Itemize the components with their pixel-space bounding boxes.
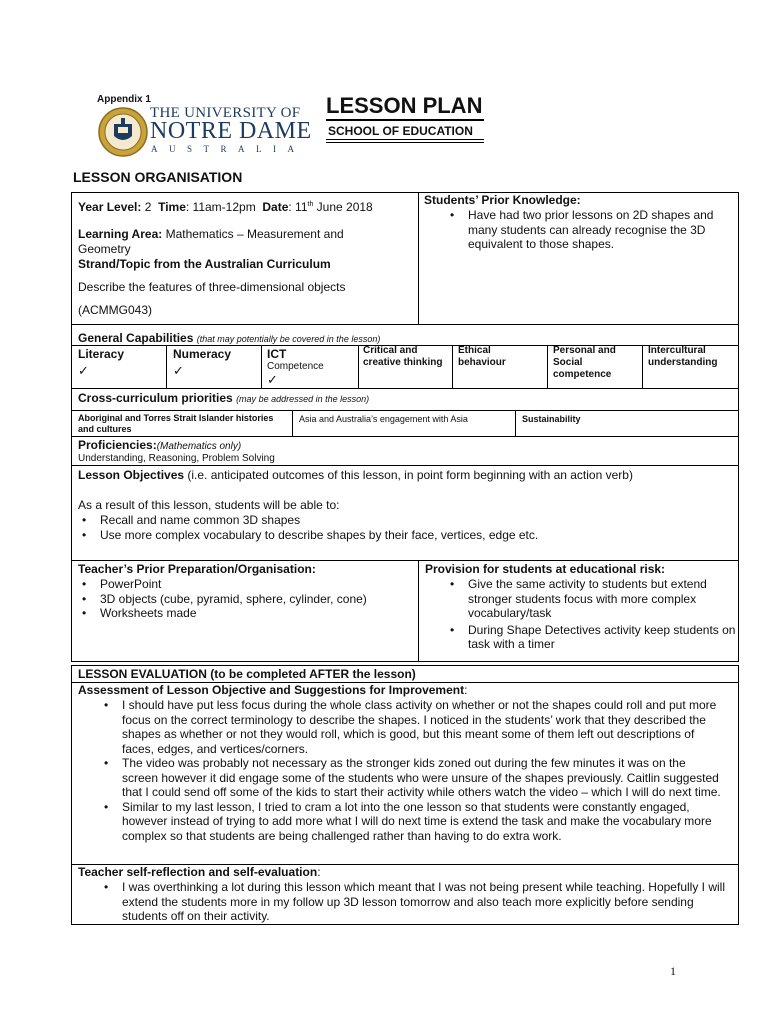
- capability-literacy: Literacy: [78, 347, 125, 361]
- capability-ict: ICT: [267, 347, 287, 361]
- row-divider: [71, 388, 739, 389]
- reflection-heading: [78, 865, 321, 879]
- page-subtitle: SCHOOL OF EDUCATION: [328, 124, 473, 138]
- capability-ethical: Ethical behaviour: [458, 345, 506, 368]
- objectives-heading: [78, 468, 633, 482]
- col-divider: [515, 410, 516, 436]
- assessment-heading: [78, 683, 467, 697]
- list-item: • Give the same activity to students but extend stronger students focus with more complex vocabulary/task: [446, 577, 736, 621]
- proficiencies-heading: [78, 438, 241, 453]
- assessment-label: Assessment of Lesson Objective and Suggestions for Improvement: [78, 683, 465, 697]
- cross-curriculum-heading: [78, 391, 369, 405]
- list-item: • I was overthinking a lot during this lesson which meant that I was not being present while teaching. Hopefully I will extend the students more in my follow up 3D lesson tomorrow and also teach more explicitly before sending students off on their activity.: [100, 880, 730, 924]
- col-divider: [642, 345, 643, 388]
- row-divider: [71, 436, 739, 437]
- list-item: • During Shape Detectives activity keep students on task with a timer: [446, 623, 736, 652]
- provision-list: [446, 577, 736, 652]
- cross-item-aboriginal: Aboriginal and Torres Strait Islander histories and cultures: [78, 413, 274, 434]
- col-divider: [418, 560, 419, 662]
- appendix-label: Appendix 1: [97, 94, 151, 105]
- learning-area: [78, 227, 344, 241]
- list-item: • The video was probably not necessary as the stronger kids zoned out during the few minutes it was on the screen however it did engage some of the students who were unsure of the shapes previously. Caitlin suggested that I could send off some of the kids to start their activity while others watch the video – which I will do next time.: [100, 756, 722, 800]
- reflection-label: Teacher self-reflection and self-evaluation: [78, 865, 318, 879]
- lesson-organisation-heading: LESSON ORGANISATION: [73, 169, 243, 185]
- objectives-note: (i.e. anticipated outcomes of this lesson, in point form beginning with an action verb): [184, 468, 633, 482]
- university-name-line3: AUSTRALIA: [151, 144, 306, 154]
- ict-sub: Competence: [267, 361, 324, 372]
- list-item: • Use more complex vocabulary to describe shapes by their face, vertices, edge etc.: [78, 528, 733, 543]
- capability-intercultural: Intercultural understanding: [648, 345, 718, 368]
- capability-personal: Personal and Social competence: [553, 345, 616, 380]
- year-time-date: [78, 198, 373, 214]
- objectives-list: [78, 513, 733, 542]
- list-item: • PowerPoint: [78, 577, 413, 592]
- subtitle-underline-double: [326, 142, 484, 143]
- list-item: • Worksheets made: [78, 606, 413, 621]
- col-divider: [166, 345, 167, 388]
- year-level-label: Year Level:: [78, 200, 142, 214]
- cross-curriculum-label: Cross-curriculum priorities: [78, 391, 233, 405]
- list-item: • Have had two prior lessons on 2D shapes and many students can already recognise the 3D equivalent to those shapes.: [446, 208, 736, 252]
- preparation-list: [78, 577, 413, 621]
- time-label: Time: [158, 200, 186, 214]
- list-item: • Similar to my last lesson, I tried to cram a lot into the one lesson so that students were constantly engaged, however instead of trying to add more what I will do next time is extend the task and make the vocabulary more complex so that students are being challenged rather than having to do extra work.: [100, 800, 722, 844]
- row-divider: [71, 465, 739, 466]
- objectives-intro: As a result of this lesson, students will be able to:: [78, 498, 340, 512]
- provision-label: Provision for students at educational risk:: [425, 562, 666, 576]
- strand-code: (ACMMG043): [78, 303, 153, 317]
- capabilities-note: (that may potentially be covered in the lesson): [196, 334, 381, 344]
- learning-area-cont: Geometry: [78, 242, 131, 256]
- proficiencies-note: (Mathematics only): [156, 441, 242, 452]
- strand-label: Strand/Topic from the Australian Curriculum: [78, 257, 331, 271]
- prior-knowledge-label: Students’ Prior Knowledge:: [424, 193, 581, 207]
- capabilities-heading: [78, 331, 380, 345]
- prior-knowledge-list: [446, 208, 736, 252]
- reflection-list: [100, 880, 730, 924]
- row-divider: [71, 560, 739, 561]
- subtitle-underline: [326, 139, 484, 140]
- col-divider: [418, 192, 419, 324]
- cross-item-asia: Asia and Australia’s engagement with Asia: [299, 414, 468, 424]
- numeracy-check-icon: ✓: [173, 363, 184, 378]
- page-title: LESSON PLAN: [326, 93, 483, 118]
- list-item: • I should have put less focus during the whole class activity on whether or not the shapes could roll and put more focus on the correct terminology to describe the shapes. I noticed in the students’ work that they described the shapes as whether or not they would roll, which is good, but this meant some of them left out descriptions of faces, edges, and vertices/corners.: [100, 698, 722, 756]
- time-value: : 11am-12pm: [185, 200, 256, 214]
- list-item: • 3D objects (cube, pyramid, sphere, cylinder, cone): [78, 592, 413, 607]
- strand-text: Describe the features of three-dimensional objects: [78, 280, 346, 294]
- evaluation-heading: LESSON EVALUATION (to be completed AFTER the lesson): [78, 667, 416, 681]
- date-month-year: June 2018: [313, 200, 373, 214]
- row-divider: [71, 410, 739, 411]
- col-divider: [547, 345, 548, 388]
- objectives-label: Lesson Objectives: [78, 468, 185, 482]
- learning-area-label: Learning Area:: [78, 227, 163, 241]
- assessment-list: [100, 698, 722, 843]
- learning-area-value: Mathematics – Measurement and: [162, 227, 344, 241]
- date-value: : 11: [288, 200, 308, 214]
- cross-item-sustainability: Sustainability: [522, 414, 581, 424]
- date-label: Date: [262, 200, 289, 214]
- capability-numeracy: Numeracy: [173, 347, 232, 361]
- list-item: • Recall and name common 3D shapes: [78, 513, 733, 528]
- literacy-check-icon: ✓: [78, 363, 89, 378]
- title-underline: [326, 119, 484, 121]
- date-suffix-sup: th: [307, 201, 314, 208]
- capabilities-label: General Capabilities: [78, 331, 194, 345]
- col-divider: [292, 410, 293, 436]
- year-level-value: 2: [144, 200, 152, 214]
- capability-critical: Critical and creative thinking: [363, 345, 443, 368]
- university-name-line1: THE UNIVERSITY OF: [150, 105, 301, 121]
- col-divider: [358, 345, 359, 388]
- col-divider: [452, 345, 453, 388]
- row-divider: [71, 324, 739, 325]
- preparation-label: Teacher’s Prior Preparation/Organisation:: [78, 562, 316, 576]
- proficiencies-label: Proficiencies:: [78, 438, 157, 452]
- col-divider: [261, 345, 262, 388]
- ict-check-icon: ✓: [267, 372, 278, 387]
- reflection-colon: :: [317, 865, 321, 879]
- page-number: 1: [670, 964, 676, 978]
- proficiencies-text: Understanding, Reasoning, Problem Solving: [78, 453, 275, 464]
- assessment-colon: :: [464, 683, 468, 697]
- cross-curriculum-note: (may be addressed in the lesson): [236, 394, 370, 404]
- university-name-line2: NOTRE DAME: [150, 118, 312, 144]
